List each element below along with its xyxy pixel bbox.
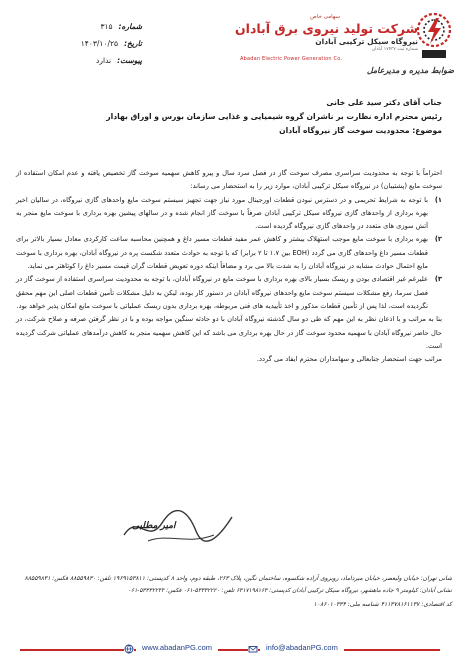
number-label: شماره: xyxy=(118,22,142,31)
attachment-value: ندارد xyxy=(96,56,112,65)
item-text: بهره برداری با سوخت مایع موجب استهلاک بیشتر و کاهش عمر مفید قطعات مسیر داغ و همچنین محاسبه ساعت کارکردی معادل بسیار بالاتر برای قطعات مسیر داغ واحدهای گازی می گردد (EOH بین ۱.۷ تا ۲ برابر) که با توجه به حوادث متعدد شکست پره در نیروگاه آبادان، بهره برداری با سوخت مایع احتمال حوادث مشابه در نیروگاه آبادان را به شدت بالا می برد و مضافاً اینکه دوره تعویض قطعات گران قیمت مسیر داغ را کوتاهتر می نماید. xyxy=(16,235,428,271)
item-number: ۱) xyxy=(434,195,442,204)
footer-abadan-address: نشانی آبادان: کیلومتر ۹ جاده ماهشهر، نیروگاه سیکل ترکیبی آبادان کدپستی: ۶۳۱۷۱۹۸۱۶۳ تلفن: ۵۳۳۳۲۲۲۰-۰۶۱ فکس: ۵۳۳۳۲۲۴۴-۰۶۱ xyxy=(127,588,452,594)
signatory-name: امیر مطلبی xyxy=(132,521,176,531)
footer-registration: کد اقتصادی: ۴۱۱۳۷۸۱۶۱۱۳۷ شناسه ملی: ۱۰۸۶۰۱۰۳۳۴ xyxy=(313,601,452,608)
company-header xyxy=(188,14,418,62)
list-item xyxy=(16,273,442,313)
globe-icon xyxy=(124,644,134,654)
recipient-name: جناب آقای دکتر سید علی خانی xyxy=(326,98,442,107)
letter-date xyxy=(22,35,142,52)
letter-number xyxy=(22,18,142,35)
intro-paragraph: احتراماً با توجه به محدودیت سراسری مصرف سوخت گاز در فصل سرد سال و پیرو کاهش سهمیه سوخت گاز تخصیص یافته و عدم امکان استفاده از سوخت مایع (پشتیبان) در نیروگاه سیکل ترکیبی آبادان، موارد زیر را به استحضار می رساند: xyxy=(16,169,442,191)
footer-divider xyxy=(20,649,440,651)
letter-subject: موضوع: محدودیت سوخت گاز نیروگاه آبادان xyxy=(279,126,442,135)
email-icon xyxy=(248,644,258,654)
number-value: ۳۱۵ xyxy=(100,22,113,31)
email-link[interactable]: info@abadanPG.com xyxy=(260,643,344,652)
plant-name: نیروگاه سیکل ترکیبی آبادان xyxy=(315,37,418,46)
letter-footer xyxy=(6,572,452,611)
contact-bar xyxy=(20,642,440,658)
list-item xyxy=(16,233,442,273)
company-name: شرکت تولید نیروی برق آبادان xyxy=(234,21,418,36)
list-item xyxy=(16,194,442,234)
item-number: ۳) xyxy=(434,275,442,284)
header-slogan: ضوابط مدیره و مدیرعامل xyxy=(366,66,454,75)
letter-attachment xyxy=(22,52,142,69)
date-label: تاریخ: xyxy=(124,39,142,48)
closing-paragraph: بنا به مراتب و با اذعان نظر به این مهم که طی دو سال گذشته نیروگاه آبادان با دو حادثه سنگین مواجه بوده و با در نظر گرفتن صرفه و صلاح شرکت، در حال حاضر نیروگاه آبادان با سهمیه محدود سوخت گاز در حال بهره برداری می باشد که این کاهش سهمیه منجر به کاهش درآمدهای عملیاتی شرکت گردیده است. xyxy=(16,315,442,350)
footer-tehran-address: شانی تهران: خیابان ولیعصر، خیابان میرداماد، روبروی آزاده شکسوه، ساختمان نگین، پلاک ۲۶۳، طبقه دوم، واحد ۸ کدپستی: ۱۹۶۹۱۵۳۸۱۱ تلفن: ۸۸۵۵۹۸۳۰ فکس: ۸۸۵۵۹۸۳۱ xyxy=(24,575,452,582)
letter-meta xyxy=(22,18,142,69)
date-value: ۱۴۰۳/۱۰/۲۵ xyxy=(80,39,119,48)
item-text: با توجه به شرایط تحریمی و در دسترس نبودن قطعات اورجینال مورد نیاز جهت تجهیز سیستم سوخت مایع واحدهای گازی نیروگاه، در سالیان اخیر بهره برداری از واحدهای گازی نیروگاه سیکل ترکیبی آبادان صرفاً با سوخت گاز انجام شده و در سالهای پیشین بهره برداری با سوخت مایع منجر به آتش سوزی های متعدد در واحدهای گازی نیروگاه گردیده است. xyxy=(16,195,428,231)
website-link[interactable]: www.abadanPG.com xyxy=(136,643,218,652)
final-paragraph: مراتب جهت استحضار جنابعالی و سهامداران محترم ایفاد می گردد. xyxy=(256,355,442,364)
item-text: علیرغم غیر اقتصادی بودن و ریسک بسیار بالای بهره برداری با سوخت مایع در نیروگاه آبادان، با توجه به محدودیت سراسری استفاده از سوخت گاز در فصل سرما، رفع مشکلات سیستم سوخت مایع واحدهای نیروگاه آبادان در دستور کار بوده، لیکن به دلیل مشکلات تأمین قطعات اصلی این مهم محقق نگردیده است، لذا پس از تأمین قطعات مذکور و اخذ تأییدیه های فنی مربوطه، بهره برداری بدون ریسک عملیاتی با سوخت مایع امکان پذیر خواهد بود. xyxy=(16,275,428,310)
company-subtitle: سهامی خاص xyxy=(310,14,340,20)
attachment-label: پیوست: xyxy=(117,56,142,65)
plant-address: شماره ثبت ۱۷۴۳۷ آبادان xyxy=(371,47,418,52)
company-name-en: Abadan Electric Power Generation Co. xyxy=(240,56,343,62)
recipient-block xyxy=(18,96,442,138)
letter-body xyxy=(16,167,442,366)
company-logo-icon xyxy=(414,10,454,62)
item-number: ۲) xyxy=(434,235,442,244)
recipient-title: رئیس محترم اداره نظارت بر ناشران گروه شیمیایی و غذایی سازمان بورس و اوراق بهادار xyxy=(106,112,442,121)
